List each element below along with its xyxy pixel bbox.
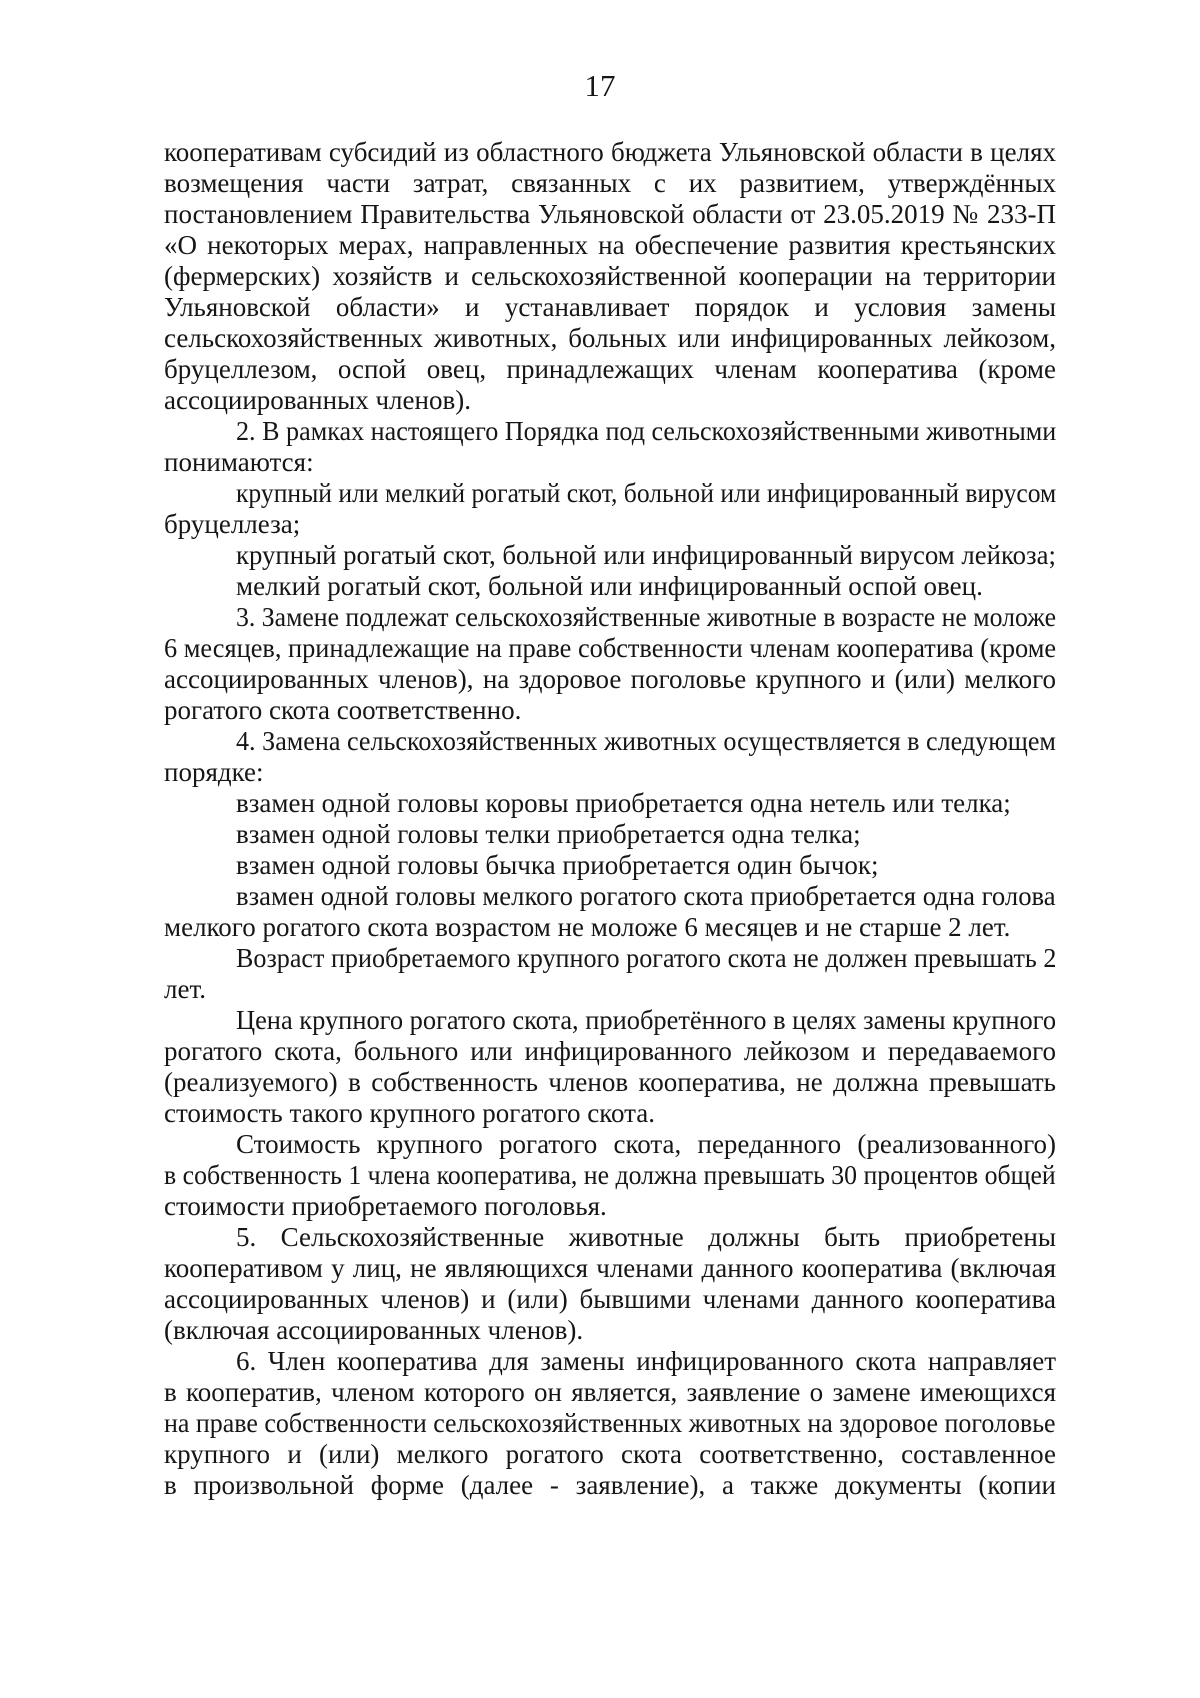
line-text: рогатого скота, больного или инфицированного лейкозом и передаваемого [164,1036,1056,1066]
paragraph-item-6 [164,1346,1140,1501]
text-line [164,1067,1056,1098]
line-text: 3. Замене подлежат сельскохозяйственные животные в возрасте не моложе [236,602,1057,632]
line-text: в кооператив, членом которого он является, заявление о замене имеющихся [164,1377,1056,1407]
line-text: ассоциированных членов) и (или) бывшими членами данного кооператива [164,1284,1056,1314]
text-line [236,788,1056,819]
line-text: крупного и (или) мелкого рогатого скота соответственно, составленное [164,1439,1056,1469]
line-text: возмещения части затрат, связанных с их развитием, утверждённых [164,168,1056,198]
paragraph-subitem [164,881,1140,943]
text-line [164,1377,1056,1408]
text-line [164,757,1056,788]
text-line [164,168,1056,199]
text-line [164,1098,1056,1129]
line-text: 2. В рамках настоящего Порядка под сельскохозяйственными животными [236,416,1057,446]
line-text: взамен одной головы телки приобретается одна телка; [236,819,861,849]
text-line [164,974,1056,1005]
line-text: Ульяновской области» и устанавливает порядок и условия замены [164,292,1056,322]
text-line [164,137,1056,168]
document-body [164,137,1140,1501]
text-line [164,664,1056,695]
text-line [164,447,1056,478]
line-text: стоимость такого крупного рогатого скота. [164,1098,655,1128]
text-line [236,571,1056,602]
line-text: «О некоторых мерах, направленных на обеспечение развития крестьянских [164,230,1056,260]
text-line [164,230,1056,261]
line-text: 5. Сельскохозяйственные животные должны быть приобретены [236,1222,1056,1252]
text-line [236,1222,1056,1253]
text-line [164,292,1056,323]
paragraph-item-4 [164,726,1140,788]
line-text: Цена крупного рогатого скота, приобретённого в целях замены крупного [236,1005,1057,1035]
line-text: (включая ассоциированных членов). [164,1315,584,1345]
line-text: Возраст приобретаемого крупного рогатого скота не должен превышать 2 [236,943,1057,973]
text-line [236,726,1056,757]
text-line [236,943,1056,974]
line-text: 6 месяцев, принадлежащие на праве собственности членам кооператива (кроме [164,633,1057,663]
text-line [164,1160,1056,1191]
line-text: ассоциированных членов), на здоровое поголовье крупного и (или) мелкого [164,664,1056,694]
text-line [164,1253,1056,1284]
line-text: (фермерских) хозяйств и сельскохозяйственной кооперации на территории [164,261,1056,291]
line-text: 6. Член кооператива для замены инфицированного скота направляет [236,1346,1056,1376]
line-text: бруцеллеза; [164,509,301,539]
line-text: мелкого рогатого скота возрастом не моложе 6 месяцев и не старше 2 лет. [164,912,1011,942]
line-text: (реализуемого) в собственность членов кооператива, не должна превышать [164,1067,1056,1097]
text-line [164,199,1056,230]
line-text: крупный рогатый скот, больной или инфицированный вирусом лейкоза; [236,540,1056,570]
line-text: сельскохозяйственных животных, больных или инфицированных лейкозом, [164,323,1056,353]
text-line [164,633,1056,664]
line-text: взамен одной головы мелкого рогатого скота приобретается одна голова [236,881,1056,911]
line-text: рогатого скота соответственно. [164,695,522,725]
text-line [164,695,1056,726]
text-line [164,1036,1056,1067]
text-line [164,1284,1056,1315]
text-line [236,478,1056,509]
paragraph-age [164,943,1140,1005]
text-line [164,1315,1056,1346]
paragraph-subitem [164,788,1140,819]
line-text: Стоимость крупного рогатого скота, переданного (реализованного) [236,1129,1056,1159]
paragraph-item-3 [164,602,1140,726]
paragraph-subitem [164,571,1140,602]
line-text: 4. Замена сельскохозяйственных животных осуществляется в следующем [236,726,1056,756]
text-line [236,1129,1056,1160]
paragraph-item-2 [164,416,1140,478]
text-line [236,416,1056,447]
line-text: в собственность 1 члена кооператива, не должна превышать 30 процентов общей [164,1160,1056,1190]
paragraph-price [164,1005,1140,1129]
paragraph-cost [164,1129,1140,1222]
text-line [236,881,1056,912]
text-line [236,850,1056,881]
line-text: мелкий рогатый скот, больной или инфицированный оспой овец. [236,571,983,601]
line-text: взамен одной головы коровы приобретается одна нетель или телка; [236,788,1011,818]
text-line [236,1005,1056,1036]
text-line [236,540,1056,571]
line-text: ассоциированных членов). [164,385,471,415]
text-line [236,819,1056,850]
line-text: на праве собственности сельскохозяйственных животных на здоровое поголовье [164,1408,1056,1438]
text-line [164,1470,1056,1501]
line-text: крупный или мелкий рогатый скот, больной или инфицированный вирусом [236,478,1057,508]
line-text: взамен одной головы бычка приобретается один бычок; [236,850,879,880]
text-line [164,1439,1056,1470]
text-line [236,602,1056,633]
text-line [164,912,1056,943]
text-line [164,509,1056,540]
text-line [236,1346,1056,1377]
paragraph-subitem [164,819,1140,850]
line-text: кооперативом у лиц, не являющихся членами данного кооператива (включая [164,1253,1056,1283]
line-text: кооперативам субсидий из областного бюджета Ульяновской области в целях [164,137,1056,167]
text-line [164,1191,1056,1222]
paragraph-item-5 [164,1222,1140,1346]
paragraph-subitem [164,478,1140,540]
text-line [164,323,1056,354]
line-text: понимаются: [164,447,314,477]
page-number: 17 [584,68,616,103]
paragraph-subitem [164,850,1140,881]
line-text: лет. [164,974,206,1004]
line-text: бруцеллезом, оспой овец, принадлежащих членам кооператива (кроме [164,354,1056,384]
line-text: порядке: [164,757,264,787]
text-line [164,385,1056,416]
line-text: в произвольной форме (далее - заявление), а также документы (копии [164,1470,1056,1500]
paragraph-subitem [164,540,1140,571]
paragraph-continuation [164,137,1140,416]
text-line [164,261,1056,292]
line-text: стоимости приобретаемого поголовья. [164,1191,607,1221]
text-line [164,354,1056,385]
text-line [164,1408,1056,1439]
line-text: постановлением Правительства Ульяновской области от 23.05.2019 № 233-П [164,199,1056,229]
